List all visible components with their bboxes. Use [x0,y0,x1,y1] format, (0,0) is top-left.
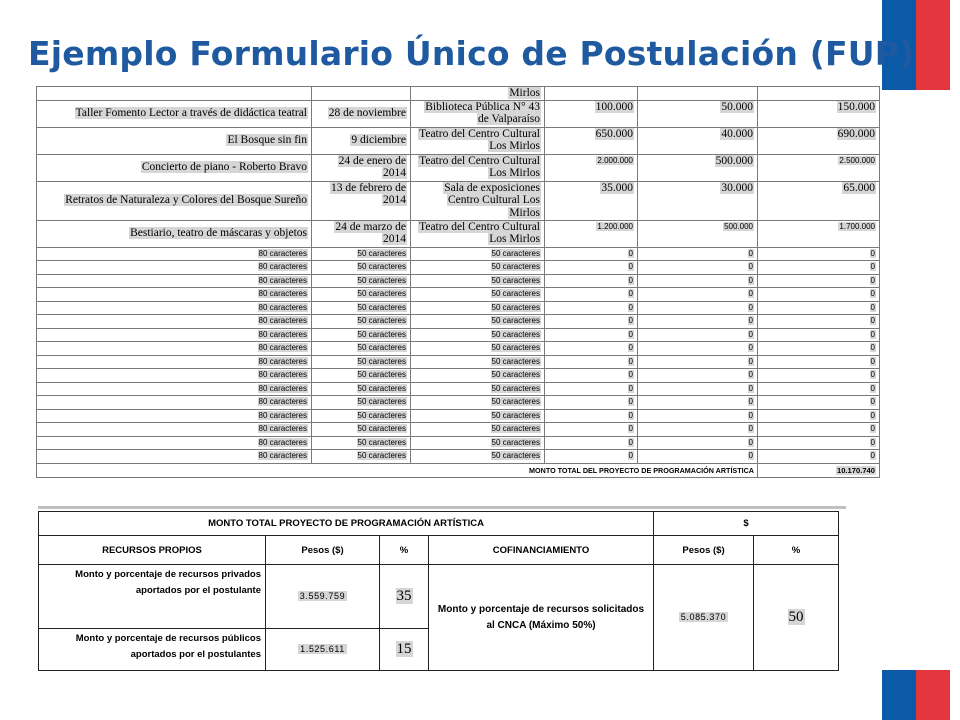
placeholder-text: 0 [628,343,633,352]
placeholder-cell-name [37,274,312,288]
placeholder-text: 80 caracteres [258,343,307,352]
activity-date: 24 de marzo de 2014 [335,220,406,245]
table-row [37,127,880,154]
placeholder-row [37,288,880,302]
placeholder-text: 50 caracteres [491,424,540,433]
placeholder-text: 0 [628,451,633,460]
placeholder-text: 0 [870,262,875,271]
placeholder-cell-c [758,450,880,464]
placeholder-cell-c [758,288,880,302]
placeholder-cell-a [545,301,638,315]
placeholder-text: 80 caracteres [258,262,307,271]
placeholder-cell-a [545,450,638,464]
placeholder-text: 0 [870,275,875,285]
cnca-amount: 5.085.370 [680,612,727,622]
placeholder-cell-b [638,342,758,356]
placeholder-text: 50 caracteres [491,302,540,312]
placeholder-text: 80 caracteres [258,424,307,433]
placeholder-text: 0 [628,437,633,447]
placeholder-cell-place [411,274,545,288]
placeholder-text: 0 [748,289,753,298]
col-percent: % [380,536,429,565]
placeholder-text: 80 caracteres [258,316,307,325]
col-cofinancing: COFINANCIAMIENTO [429,536,654,565]
col-own-resources: RECURSOS PROPIOS [39,536,266,565]
divider [38,506,846,509]
placeholder-cell-a [545,342,638,356]
col-pesos: Pesos ($) [654,536,754,565]
placeholder-text: 50 caracteres [491,451,540,460]
financing-header: MONTO TOTAL PROYECTO DE PROGRAMACIÓN ARTÍSTICA [39,512,654,536]
placeholder-text: 0 [628,410,633,420]
placeholder-cell-a [545,274,638,288]
table-row [37,220,880,247]
table-row [37,100,880,127]
placeholder-cell-b [638,396,758,410]
placeholder-text: 80 caracteres [258,383,307,393]
placeholder-row [37,382,880,396]
placeholder-cell-date [312,288,411,302]
placeholder-text: 0 [870,437,875,447]
placeholder-text: 80 caracteres [258,289,307,298]
col-pesos: Pesos ($) [266,536,380,565]
placeholder-row [37,409,880,423]
placeholder-cell-date [312,355,411,369]
placeholder-text: 0 [628,397,633,406]
placeholder-text: 0 [870,410,875,420]
placeholder-text: 80 caracteres [258,451,307,460]
activity-date: 24 de enero de 2014 [338,154,406,179]
placeholder-cell-c [758,274,880,288]
placeholder-text: 0 [870,302,875,312]
placeholder-cell-date [312,396,411,410]
table-row [37,87,880,101]
placeholder-cell-a [545,369,638,383]
placeholder-cell-date [312,247,411,261]
activity-date: 13 de febrero de 2014 [330,181,406,206]
activity-amount-a: 35.000 [601,181,633,194]
placeholder-cell-a [545,382,638,396]
placeholder-cell-place [411,288,545,302]
placeholder-text: 50 caracteres [357,410,406,420]
placeholder-text: 50 caracteres [357,370,406,379]
placeholder-row [37,355,880,369]
placeholder-text: 80 caracteres [258,248,307,258]
placeholder-row [37,450,880,464]
placeholder-cell-b [638,288,758,302]
placeholder-cell-place [411,247,545,261]
cnca-percent: 50 [788,609,804,625]
activity-amount-b: 30.000 [721,181,753,194]
placeholder-text: 0 [628,302,633,312]
table-row [37,154,880,181]
placeholder-text: 0 [870,329,875,339]
placeholder-text: 50 caracteres [357,275,406,285]
placeholder-text: 0 [748,383,753,393]
placeholder-cell-c [758,382,880,396]
placeholder-text: 0 [870,289,875,298]
placeholder-cell-c [758,369,880,383]
placeholder-cell-a [545,396,638,410]
activity-amount-c: 150.000 [837,100,875,113]
placeholder-text: 0 [870,356,875,366]
placeholder-text: 0 [628,289,633,298]
placeholder-text: 0 [748,275,753,285]
placeholder-text: 0 [748,410,753,420]
placeholder-cell-c [758,396,880,410]
placeholder-text: 50 caracteres [357,329,406,339]
placeholder-cell-name [37,396,312,410]
placeholder-text: 50 caracteres [357,424,406,433]
placeholder-text: 0 [628,262,633,271]
placeholder-text: 0 [748,451,753,460]
placeholder-cell-c [758,247,880,261]
placeholder-text: 0 [748,248,753,258]
placeholder-cell-b [638,247,758,261]
placeholder-cell-name [37,247,312,261]
activity-name: Retratos de Naturaleza y Colores del Bosque Sureño [65,194,307,207]
placeholder-text: 0 [748,397,753,406]
placeholder-cell-c [758,261,880,275]
placeholder-text: 0 [870,370,875,379]
placeholder-text: 0 [628,248,633,258]
public-amount: 1.525.611 [300,644,345,654]
col-percent: % [754,536,839,565]
placeholder-text: 0 [628,424,633,433]
activity-place: Biblioteca Pública N° 43 de Valparaíso [425,100,540,125]
placeholder-cell-a [545,355,638,369]
placeholder-text: 0 [748,424,753,433]
placeholder-cell-a [545,288,638,302]
placeholder-cell-b [638,328,758,342]
placeholder-text: 50 caracteres [357,356,406,366]
placeholder-cell-c [758,355,880,369]
activity-name: El Bosque sin fin [227,134,307,147]
activity-name: Bestiario, teatro de máscaras y objetos [130,227,307,240]
placeholder-cell-b [638,382,758,396]
placeholder-cell-name [37,409,312,423]
placeholder-cell-place [411,436,545,450]
public-percent: 15 [396,641,412,657]
placeholder-cell-date [312,342,411,356]
placeholder-row [37,342,880,356]
placeholder-cell-c [758,409,880,423]
placeholder-cell-name [37,436,312,450]
activities-table [36,86,880,478]
placeholder-text: 80 caracteres [258,410,307,420]
placeholder-text: 0 [870,383,875,393]
placeholder-cell-c [758,436,880,450]
placeholder-text: 50 caracteres [491,248,540,258]
placeholder-text: 50 caracteres [357,316,406,325]
placeholder-text: 80 caracteres [258,275,307,285]
activity-amount-b: 500.000 [715,154,753,167]
placeholder-cell-date [312,450,411,464]
placeholder-text: 50 caracteres [491,410,540,420]
placeholder-text: 50 caracteres [491,289,540,298]
placeholder-cell-place [411,261,545,275]
placeholder-cell-b [638,409,758,423]
placeholder-text: 0 [748,370,753,379]
placeholder-text: 0 [870,424,875,433]
placeholder-cell-date [312,382,411,396]
activity-place: Teatro del Centro Cultural Los Mirlos [419,127,540,152]
placeholder-cell-a [545,315,638,329]
placeholder-text: 0 [870,316,875,325]
public-resources-label: Monto y porcentaje de recursos públicos aportados por el postulantes [39,629,266,671]
placeholder-text: 0 [628,275,633,285]
placeholder-cell-place [411,369,545,383]
placeholder-text: 50 caracteres [357,437,406,447]
placeholder-cell-name [37,450,312,464]
placeholder-text: 50 caracteres [357,302,406,312]
placeholder-text: 0 [748,356,753,366]
placeholder-cell-place [411,355,545,369]
placeholder-cell-date [312,436,411,450]
placeholder-cell-name [37,423,312,437]
placeholder-text: 0 [748,262,753,271]
activity-date: 28 de noviembre [328,107,406,120]
placeholder-cell-b [638,315,758,329]
placeholder-text: 80 caracteres [258,302,307,312]
placeholder-text: 0 [870,343,875,352]
placeholder-text: 80 caracteres [258,370,307,379]
placeholder-cell-c [758,423,880,437]
placeholder-cell-b [638,450,758,464]
placeholder-text: 50 caracteres [491,329,540,339]
private-percent: 35 [396,588,412,604]
activity-place: Teatro del Centro Cultural Los Mirlos [419,220,540,245]
activity-amount-a: 100.000 [595,100,633,113]
placeholder-cell-a [545,261,638,275]
placeholder-text: 0 [870,248,875,258]
placeholder-cell-a [545,423,638,437]
placeholder-row [37,328,880,342]
placeholder-row [37,301,880,315]
activity-amount-a: 650.000 [595,127,633,140]
activity-amount-c: 690.000 [837,127,875,140]
placeholder-row [37,369,880,383]
activity-amount-c: 1.700.000 [839,221,875,231]
placeholder-cell-date [312,369,411,383]
placeholder-text: 50 caracteres [491,343,540,352]
activity-amount-b: 40.000 [721,127,753,140]
placeholder-row [37,436,880,450]
placeholder-text: 0 [748,329,753,339]
placeholder-text: 50 caracteres [491,383,540,393]
activity-amount-b: 500.000 [724,221,753,231]
placeholder-text: 0 [748,343,753,352]
placeholder-cell-date [312,261,411,275]
activity-amount-c: 2.500.000 [839,155,875,165]
placeholder-cell-c [758,301,880,315]
activity-amount-b: 50.000 [721,100,753,113]
activity-date: 9 diciembre [351,134,406,147]
placeholder-text: 50 caracteres [357,289,406,298]
placeholder-cell-name [37,301,312,315]
placeholder-text: 0 [870,397,875,406]
placeholder-cell-name [37,288,312,302]
placeholder-cell-c [758,315,880,329]
project-total-row [37,463,880,477]
placeholder-text: 80 caracteres [258,397,307,406]
financing-currency: $ [654,512,839,536]
placeholder-cell-date [312,328,411,342]
placeholder-cell-b [638,274,758,288]
cnca-label: Monto y porcentaje de recursos solicitados al CNCA (Máximo 50%) [429,565,654,671]
placeholder-cell-name [37,369,312,383]
placeholder-text: 0 [748,316,753,325]
private-resources-label: Monto y porcentaje de recursos privados aportados por el postulante [39,565,266,629]
placeholder-cell-place [411,450,545,464]
placeholder-text: 0 [628,370,633,379]
financing-table [38,511,839,671]
placeholder-cell-b [638,369,758,383]
activity-amount-a: 1.200.000 [597,221,633,231]
placeholder-text: 0 [870,451,875,460]
placeholder-text: 50 caracteres [357,248,406,258]
placeholder-text: 0 [628,383,633,393]
placeholder-text: 0 [628,356,633,366]
placeholder-row [37,247,880,261]
table-row [37,181,880,220]
placeholder-text: 50 caracteres [491,316,540,325]
placeholder-cell-place [411,409,545,423]
placeholder-row [37,396,880,410]
activity-amount-a: 2.000.000 [597,155,633,165]
activity-place: Sala de exposiciones Centro Cultural Los Mirlos [444,181,540,219]
placeholder-cell-place [411,315,545,329]
placeholder-text: 50 caracteres [357,262,406,271]
placeholder-text: 0 [628,316,633,325]
placeholder-cell-place [411,382,545,396]
placeholder-row [37,423,880,437]
placeholder-text: 0 [748,437,753,447]
placeholder-text: 50 caracteres [357,397,406,406]
placeholder-text: 50 caracteres [357,383,406,393]
placeholder-cell-place [411,342,545,356]
placeholder-text: 0 [628,329,633,339]
page-title: Ejemplo Formulario Único de Postulación (FUP) [28,34,915,73]
placeholder-cell-a [545,436,638,450]
placeholder-text: 80 caracteres [258,329,307,339]
placeholder-text: 80 caracteres [258,356,307,366]
placeholder-cell-place [411,301,545,315]
placeholder-text: 50 caracteres [357,343,406,352]
placeholder-text: 50 caracteres [491,262,540,271]
activity-name: Concierto de piano - Roberto Bravo [141,161,307,174]
placeholder-cell-b [638,301,758,315]
placeholder-cell-a [545,247,638,261]
placeholder-cell-b [638,261,758,275]
placeholder-cell-date [312,274,411,288]
activity-place: Mirlos [509,87,540,99]
placeholder-cell-c [758,342,880,356]
placeholder-cell-b [638,355,758,369]
placeholder-cell-date [312,315,411,329]
placeholder-cell-date [312,301,411,315]
placeholder-text: 0 [748,302,753,312]
activity-name: Taller Fomento Lector a través de didáctica teatral [75,107,307,120]
placeholder-cell-name [37,328,312,342]
project-total-value: 10.170.740 [836,465,875,475]
placeholder-cell-a [545,328,638,342]
private-amount: 3.559.759 [299,591,346,601]
flag-decoration-bottom [882,670,950,720]
placeholder-row [37,315,880,329]
placeholder-cell-place [411,328,545,342]
placeholder-text: 80 caracteres [258,437,307,447]
placeholder-cell-place [411,423,545,437]
placeholder-cell-date [312,409,411,423]
placeholder-text: 50 caracteres [357,451,406,460]
placeholder-text: 50 caracteres [491,275,540,285]
placeholder-text: 50 caracteres [491,437,540,447]
placeholder-cell-place [411,396,545,410]
placeholder-cell-a [545,409,638,423]
activity-place: Teatro del Centro Cultural Los Mirlos [419,154,540,179]
placeholder-cell-b [638,423,758,437]
placeholder-cell-name [37,315,312,329]
project-total-label: MONTO TOTAL DEL PROYECTO DE PROGRAMACIÓN ARTÍSTICA [37,463,758,477]
activity-amount-c: 65.000 [843,181,875,194]
placeholder-row [37,274,880,288]
placeholder-cell-b [638,436,758,450]
placeholder-cell-name [37,342,312,356]
placeholder-row [37,261,880,275]
placeholder-text: 50 caracteres [491,356,540,366]
placeholder-cell-date [312,423,411,437]
placeholder-cell-c [758,328,880,342]
placeholder-cell-name [37,261,312,275]
placeholder-cell-name [37,355,312,369]
placeholder-text: 50 caracteres [491,370,540,379]
placeholder-cell-name [37,382,312,396]
placeholder-text: 50 caracteres [491,397,540,406]
